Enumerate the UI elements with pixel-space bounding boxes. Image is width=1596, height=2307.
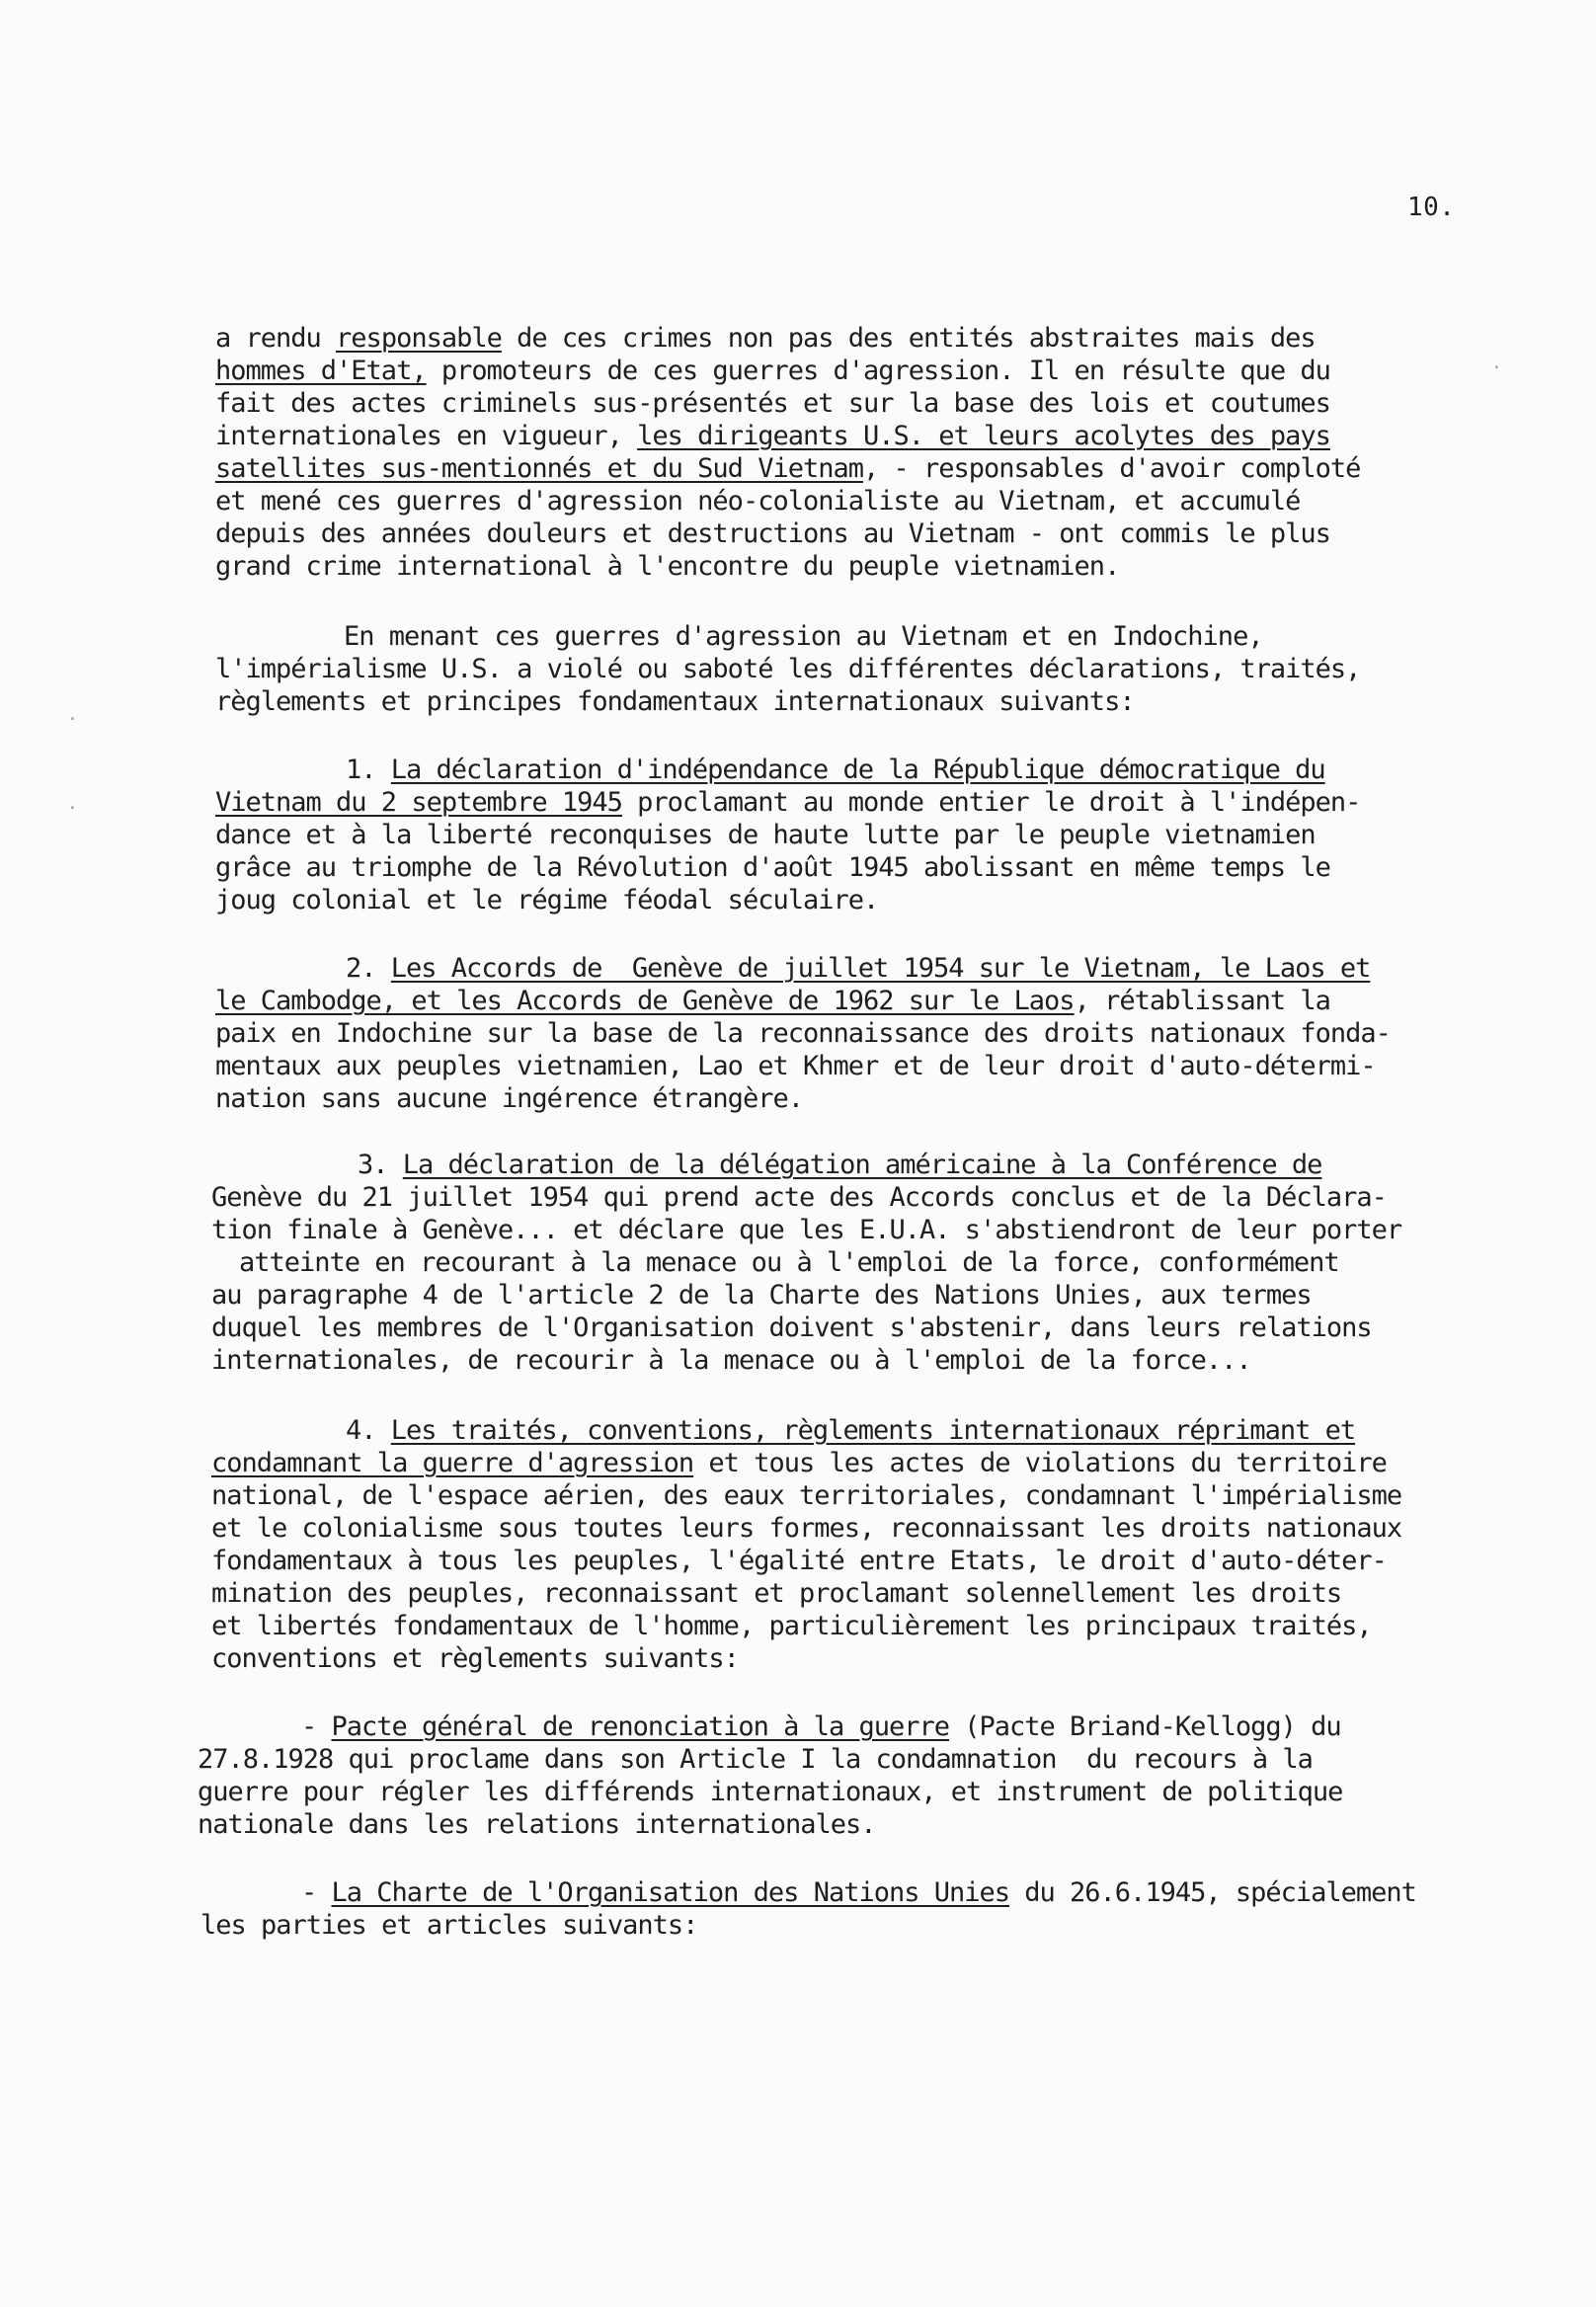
text-run: duquel les membres de l'Organisation doivent s'abstenir, dans leurs relations <box>211 1313 1372 1343</box>
text-run: conventions et règlements suivants: <box>211 1643 739 1674</box>
text-line <box>211 1642 739 1675</box>
underlined-text: les dirigeants U.S. et leurs acolytes des pays <box>637 421 1330 451</box>
text-line <box>211 1312 1372 1344</box>
underlined-text: Les Accords de Genève de juillet 1954 sur le Vietnam, le Laos et <box>390 953 1371 984</box>
underlined-text: responsable <box>336 323 502 354</box>
text-line <box>211 1512 1401 1545</box>
text-line <box>215 819 1316 851</box>
text-run: les parties et articles suivants: <box>200 1910 698 1941</box>
underlined-text: Les traités, conventions, règlements internationaux réprimant et <box>390 1415 1356 1446</box>
text-run: 3. <box>358 1150 403 1180</box>
text-line <box>239 1246 1339 1279</box>
underlined-text: le Cambodge, et les Accords de Genève de 1962 sur le Laos <box>215 986 1075 1016</box>
text-run: 1. <box>346 755 391 785</box>
underlined-text: condamnant la guerre d'agression <box>211 1448 694 1478</box>
text-line <box>215 517 1330 550</box>
text-run: - <box>301 1877 332 1908</box>
text-run: internationales en vigueur, <box>215 421 638 451</box>
text-line <box>211 1610 1372 1642</box>
text-line <box>211 1344 1251 1377</box>
underlined-text: Vietnam du 2 septembre 1945 <box>215 787 622 818</box>
text-run: - <box>301 1711 332 1742</box>
text-line <box>215 685 1135 718</box>
text-run: guerre pour régler les différends internationaux, et instrument de politique <box>198 1777 1343 1807</box>
text-line <box>215 653 1360 685</box>
text-run: internationales, de recourir à la menace ou à l'emploi de la force... <box>211 1345 1251 1376</box>
text-run: mination des peuples, reconnaissant et proclamant solennellement les droits <box>211 1578 1342 1609</box>
text-run: 2. <box>346 953 391 984</box>
text-line <box>215 550 1119 583</box>
text-run: et le colonialisme sous toutes leurs formes, reconnaissant les droits nationaux <box>211 1513 1402 1544</box>
text-run: , rétablissant la <box>1074 986 1330 1016</box>
text-run: grâce au triomphe de la Révolution d'août 1945 abolissant en même temps le <box>215 852 1330 883</box>
text-line <box>215 387 1330 420</box>
text-run: tion finale à Genève... et déclare que les E.U.A. s'abstiendront de leur porter <box>211 1215 1402 1245</box>
text-run: du 26.6.1945, spécialement <box>1009 1877 1416 1908</box>
text-run: national, de l'espace aérien, des eaux territoriales, condamnant l'impérialisme <box>211 1480 1402 1511</box>
text-run: et libertés fondamentaux de l'homme, particulièrement les principaux traités, <box>211 1611 1372 1641</box>
underlined-text: La Charte de l'Organisation des Nations Unies <box>331 1877 1010 1908</box>
text-run: nationale dans les relations internationales. <box>198 1809 876 1840</box>
text-line <box>215 1017 1391 1050</box>
text-line <box>215 786 1360 819</box>
text-run: depuis des années douleurs et destructions au Vietnam - ont commis le plus <box>215 518 1330 549</box>
underlined-text: satellites sus-mentionnés et du Sud Vietnam <box>215 453 863 484</box>
text-run: paix en Indochine sur la base de la reconnaissance des droits nationaux fonda- <box>215 1018 1391 1049</box>
text-line <box>215 355 1330 387</box>
text-line <box>346 1414 1355 1447</box>
text-line <box>211 1447 1387 1479</box>
text-line <box>215 420 1330 452</box>
text-line <box>346 952 1370 985</box>
text-run: de ces crimes non pas des entités abstraites mais des <box>501 323 1316 354</box>
text-run: 27.8.1928 qui proclame dans son Article I la condamnation du recours à la <box>198 1744 1313 1775</box>
text-line <box>301 1710 1341 1743</box>
text-line <box>211 1577 1341 1610</box>
text-run: proclamant au monde entier le droit à l'indépen- <box>621 787 1361 818</box>
underlined-text: Pacte général de renonciation à la guerre <box>331 1711 949 1742</box>
scan-speck: · <box>1491 358 1502 378</box>
text-line <box>215 1050 1376 1082</box>
text-line <box>215 322 1316 355</box>
text-run: joug colonial et le régime féodal séculaire. <box>215 885 879 915</box>
text-run: (Pacte Briand-Kellogg) du <box>949 1711 1341 1742</box>
text-run: 4. <box>346 1415 391 1446</box>
text-run: dance et à la liberté reconquises de haute lutte par le peuple vietnamien <box>215 820 1316 850</box>
text-run: et tous les actes de violations du territoire <box>693 1448 1387 1478</box>
text-run: Genève du 21 juillet 1954 qui prend acte des Accords conclus et de la Déclara- <box>211 1182 1387 1213</box>
text-line <box>198 1776 1342 1808</box>
text-run: atteinte en recourant à la menace ou à l'emploi de la force, conformément <box>239 1247 1339 1278</box>
text-run: au paragraphe 4 de l'article 2 de la Charte des Nations Unies, aux termes <box>211 1280 1312 1311</box>
text-run: fondamentaux à tous les peuples, l'égalité entre Etats, le droit d'auto-déter- <box>211 1546 1387 1576</box>
text-line <box>346 754 1325 786</box>
text-line <box>211 1479 1401 1512</box>
text-line <box>215 485 1300 517</box>
text-run: règlements et principes fondamentaux internationaux suivants: <box>215 686 1135 717</box>
scan-speck: · <box>67 709 78 730</box>
text-run: , - responsables d'avoir comploté <box>862 453 1361 484</box>
text-line <box>215 985 1330 1017</box>
text-run: promoteurs de ces guerres d'agression. Il en résulte que du <box>426 356 1330 386</box>
underlined-text: La déclaration de la délégation américaine à la Conférence de <box>402 1150 1322 1180</box>
text-run: l'impérialisme U.S. a violé ou saboté les différentes déclarations, traités, <box>215 654 1361 684</box>
text-line <box>198 1808 876 1841</box>
underlined-text: La déclaration d'indépendance de la République démocratique du <box>390 755 1325 785</box>
underlined-text: hommes d'Etat, <box>215 356 427 386</box>
text-line <box>211 1181 1387 1214</box>
text-line <box>211 1545 1387 1577</box>
text-line <box>215 1082 803 1115</box>
text-run: mentaux aux peuples vietnamien, Lao et Khmer et de leur droit d'auto-détermi- <box>215 1051 1376 1081</box>
text-line <box>358 1149 1321 1181</box>
text-line <box>211 1214 1401 1246</box>
text-run: grand crime international à l'encontre du peuple vietnamien. <box>215 551 1120 582</box>
text-run: fait des actes criminels sus-présentés et sur la base des lois et coutumes <box>215 388 1330 419</box>
text-run: et mené ces guerres d'agression néo-colonialiste au Vietnam, et accumulé <box>215 486 1301 517</box>
scan-speck: · <box>67 798 78 819</box>
text-line <box>215 851 1330 884</box>
text-line <box>211 1279 1312 1312</box>
text-line <box>301 1876 1416 1909</box>
text-line <box>344 620 1263 653</box>
text-run: a rendu <box>215 323 337 354</box>
text-run: En menant ces guerres d'agression au Vietnam et en Indochine, <box>344 621 1263 652</box>
page-number: 10. <box>1407 193 1456 222</box>
text-line <box>215 452 1360 485</box>
text-line <box>200 1909 697 1942</box>
text-line <box>215 884 878 916</box>
text-line <box>198 1743 1313 1776</box>
text-run: nation sans aucune ingérence étrangère. <box>215 1083 803 1114</box>
